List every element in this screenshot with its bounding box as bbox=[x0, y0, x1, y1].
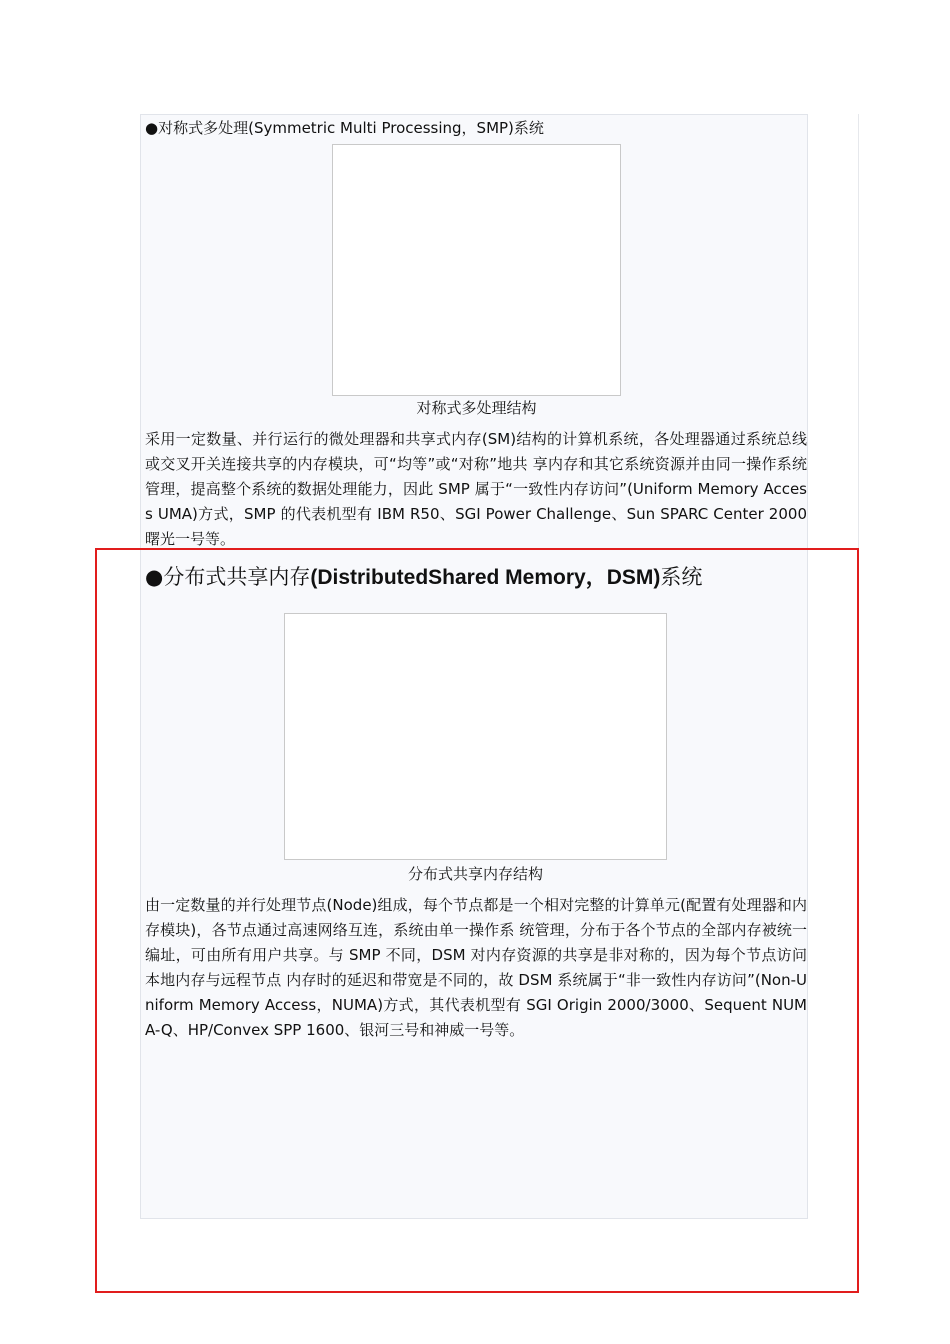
page-edge-rule bbox=[858, 114, 859, 554]
smp-paragraph: 采用一定数量、并行运行的微处理器和共享式内存(SM)结构的计算机系统，各处理器通过系统总线或交叉开关连接共享的内存模块，可“均等”或“对称”地共 享内存和其它系统资源并由同一操作系统管理，提高整个系统的数据处理能力，因此 SMP 属于“一致性内存访问”(Uniform Memory Access UMA)方式，SMP 的代表机型有 IBM R50、SGI Power Challenge、Sun SPARC Center 2000 曙光一号等。 bbox=[145, 430, 807, 548]
smp-figure-caption: 对称式多处理结构 bbox=[416, 399, 537, 417]
smp-heading: ●对称式多处理(Symmetric Multi Processing，SMP)系统 bbox=[145, 119, 544, 137]
dsm-heading-prefix: ●分布式共享内存 bbox=[145, 565, 311, 589]
dsm-heading-suffix: 系统 bbox=[660, 565, 703, 589]
smp-figure-image bbox=[332, 144, 621, 396]
dsm-figure-caption: 分布式共享内存结构 bbox=[407, 865, 543, 883]
dsm-heading bbox=[145, 563, 702, 592]
dsm-paragraph: 由一定数量的并行处理节点(Node)组成，每个节点都是一个相对完整的计算单元(配置有处理器和内存模块)，各节点通过高速网络互连，系统由单一操作系 统管理，分布于各个节点的全部内存被统一编址，可由所有用户共享。与 SMP 不同，DSM 对内存资源的共享是非对称的，因为每个节点访问本地内存与远程节点 内存时的延迟和带宽是不同的，故 DSM 系统属于“非一致性内存访问”(Non-Uniform Memory Access，NUMA)方式，其代表机型有 SGI Origin 2000/3000、Sequent NUMA-Q、HP/Convex SPP 1600、银河三号和神威一号等。 bbox=[145, 896, 807, 1039]
dsm-heading-bold: (DistributedShared Memory，DSM) bbox=[310, 566, 661, 589]
dsm-figure-image bbox=[284, 613, 667, 860]
